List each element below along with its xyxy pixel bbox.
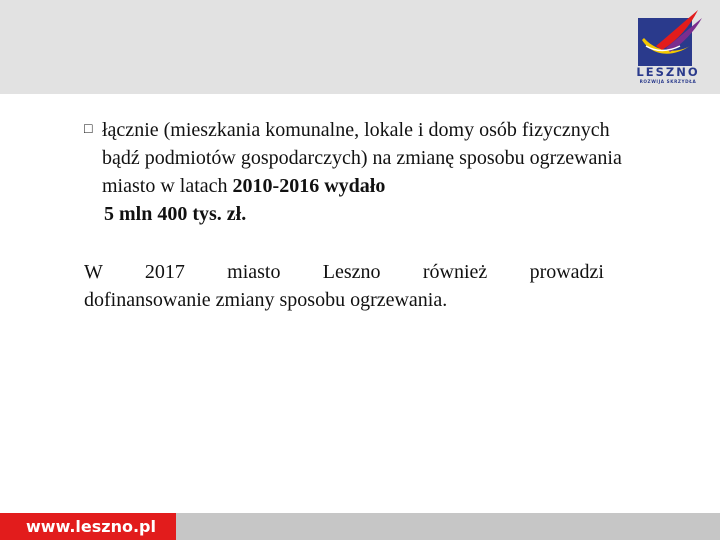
paragraph2-line1: W 2017 miasto Leszno również prowadzi — [84, 261, 604, 283]
leszno-wings-icon — [632, 6, 704, 66]
paragraph1-years: 2010-2016 wydało — [232, 175, 386, 197]
slide-content — [84, 116, 624, 314]
header-band — [0, 0, 720, 94]
bullet-paragraph — [84, 116, 624, 228]
paragraph2-line2: dofinansowanie zmiany sposobu ogrzewania. — [84, 289, 448, 311]
funding-amount: 5 mln 400 tys. zł. — [104, 203, 247, 225]
leszno-logo — [632, 6, 704, 88]
website-link[interactable]: www.leszno.pl — [26, 517, 156, 536]
square-bullet-icon: □ — [84, 122, 93, 137]
footer-url-box[interactable] — [0, 513, 176, 540]
logo-wordmark: LESZNO — [636, 65, 700, 79]
paragraph2 — [84, 258, 604, 314]
logo-tagline: ROZWIJA SKRZYDŁA — [639, 79, 697, 84]
paragraph1-text: łącznie (mieszkania komunalne, lokale i domy osób fizycznych bądź podmiotów gospodarczych) na zmianę sposobu ogrzewania miasto w latach — [102, 119, 622, 197]
